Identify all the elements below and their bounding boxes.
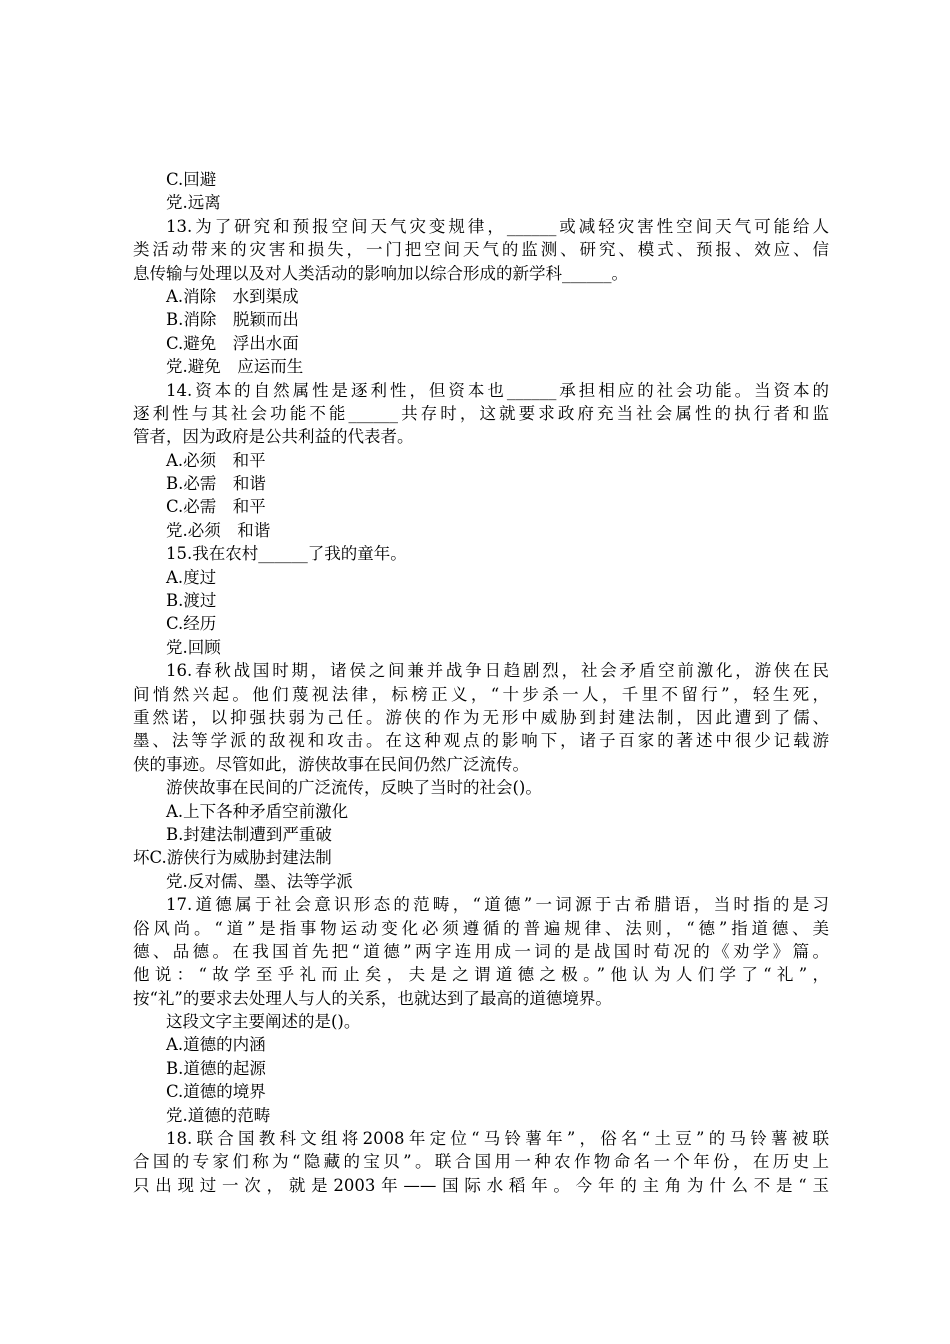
option-a: A.度过 [166,567,217,587]
option-b: B.渡过 [166,591,217,611]
question-16-stem-line: 16.春秋战国时期，诸侯之间兼并战争日趋剧烈，社会矛盾空前激化，游侠在民 [166,661,829,681]
question-18-stem-line: 合国的专家们称为“隐藏的宝贝”。联合国用一种农作物命名一个年份，在历史上 [133,1152,829,1172]
question-16-stem-line: 侠的事迹。尽管如此，游侠故事在民间仍然广泛流传。 [133,754,529,774]
option-d: 党.道德的范畴 [166,1105,271,1125]
option-a: A.上下各种矛盾空前激化 [166,801,349,821]
question-17-prompt: 这段文字主要阐述的是()。 [166,1012,361,1032]
option-b: B.封建法制遭到严重破 [166,824,332,844]
option-c: C.避免 浮出水面 [166,333,299,353]
question-16-stem-line: 墨、法等学派的敌视和攻击。在这种观点的影响下，诸子百家的著述中很少记载游 [133,731,829,751]
question-13-stem-line: 13.为了研究和预报空间天气灾变规律，______或减轻灾害性空间天气可能给人 [166,216,829,236]
option-d: 党.必须 和谐 [166,520,271,540]
option-b: B.消除 脱颖而出 [166,310,299,330]
question-17-stem-line: 他说：“故学至乎礼而止矣，夫是之谓道德之极。”他认为人们学了“礼”， [133,965,829,985]
option-c: C.道德的境界 [166,1082,266,1102]
option-d: 党.远离 [166,193,221,213]
option-b: B.道德的起源 [166,1058,266,1078]
question-16-stem-line: 间悄然兴起。他们蔑视法律，标榜正义，“十步杀一人，千里不留行”，轻生死， [133,684,829,704]
option-a: A.消除 水到渠成 [166,286,299,306]
question-14-stem-line: 14.资本的自然属性是逐利性，但资本也______承担相应的社会功能。当资本的 [166,380,829,400]
option-a: A.必须 和平 [166,450,266,470]
question-14-stem-line: 逐利性与其社会功能不能______共存时，这就要求政府充当社会属性的执行者和监 [133,403,829,423]
document-page [133,168,829,1197]
question-17-stem-line: 按“礼”的要求去处理人与人的关系，也就达到了最高的道德境界。 [133,988,612,1008]
question-17-stem-line: 17.道德属于社会意识形态的范畴，“道德”一词源于古希腊语，当时指的是习 [166,895,829,915]
option-d: 党.避免 应运而生 [166,357,304,377]
option-c: C.回避 [166,170,217,189]
question-17-stem-line: 俗风尚。“道”是指事物运动变化必须遵循的普遍规律、法则，“德”指道德、美 [133,918,829,938]
question-13-stem-line: 息传输与处理以及对人类活动的影响加以综合形成的新学科______。 [133,263,628,283]
option-c: C.经历 [166,614,217,634]
question-16-stem-line: 重然诺，以抑强扶弱为己任。游侠的作为无形中威胁到封建法制，因此遭到了儒、 [133,707,829,727]
option-c: C.必需 和平 [166,497,266,517]
question-18-stem-line: 18.联合国教科文组将2008年定位“马铃薯年”，俗名“土豆”的马铃薯被联 [166,1129,829,1149]
question-13-stem-line: 类活动带来的灾害和损失，一门把空间天气的监测、研究、模式、预报、效应、信 [133,240,829,260]
option-c: 坏C.游侠行为威胁封建法制 [133,848,332,868]
question-18-stem-line: 只出现过一次，就是2003年——国际水稻年。今年的主角为什么不是“玉 [133,1175,829,1195]
question-14-stem-line: 管者，因为政府是公共利益的代表者。 [133,427,414,447]
option-b: B.必需 和谐 [166,474,266,494]
option-d: 党.回顾 [166,637,221,657]
question-17-stem-line: 德、品德。在我国首先把“道德”两字连用成一词的是战国时荀况的《劝学》篇。 [133,941,829,961]
option-d: 党.反对儒、墨、法等学派 [166,871,353,891]
option-a: A.道德的内涵 [166,1035,266,1055]
question-15-stem-line: 15.我在农村______了我的童年。 [166,544,407,564]
question-16-prompt: 游侠故事在民间的广泛流传，反映了当时的社会()。 [166,778,542,798]
